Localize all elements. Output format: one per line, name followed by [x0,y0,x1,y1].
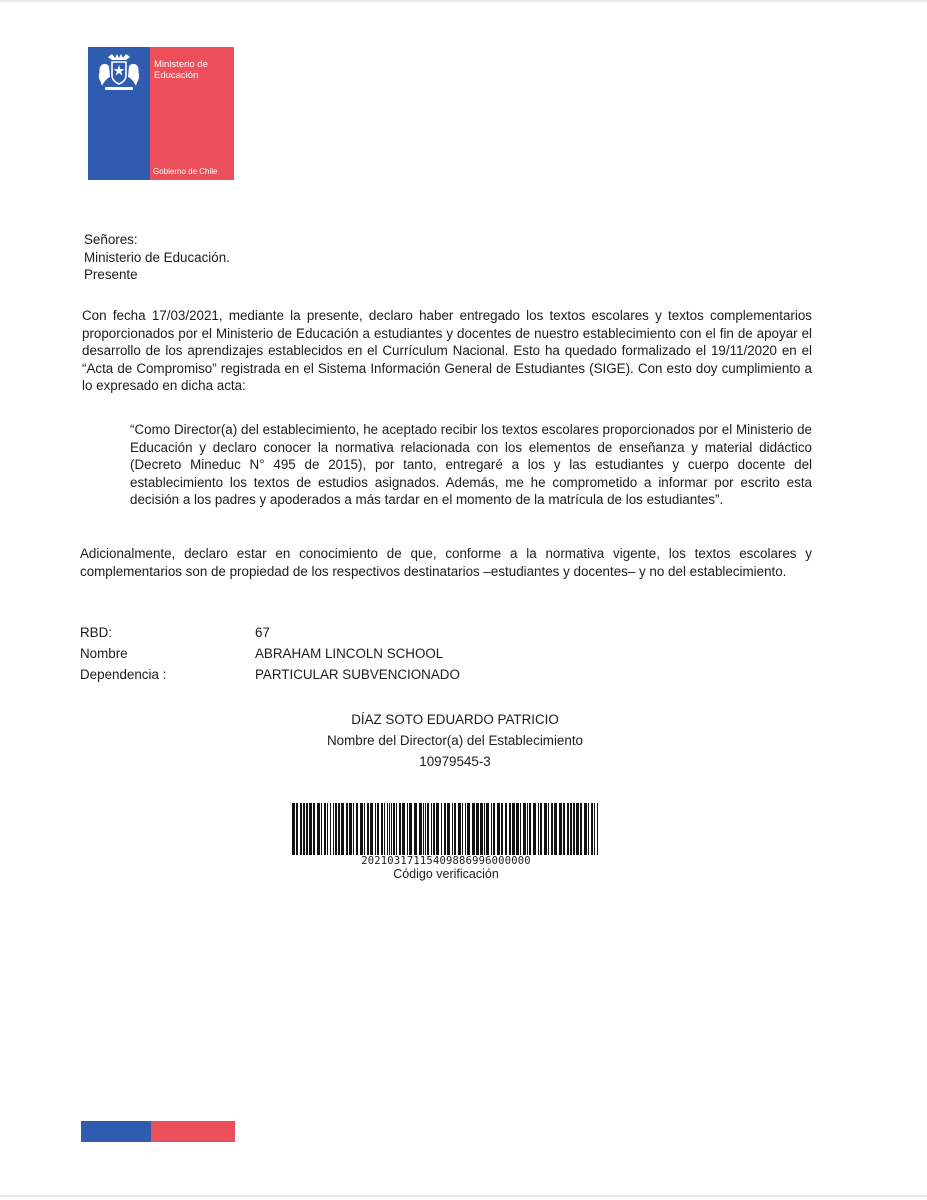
logo-red-panel [150,47,234,180]
barcode-bar [484,803,485,855]
barcode-bar [512,803,515,855]
barcode-bar [548,803,549,855]
dependencia-label: Dependencia : [80,667,167,682]
greeting-block [84,231,230,284]
barcode-bar [364,803,365,855]
barcode-bar [467,803,470,855]
barcode-bar [523,803,526,855]
info-row-nombre [80,646,443,666]
barcode-bar [349,803,352,855]
barcode-bar [544,803,547,855]
nombre-value: ABRAHAM LINCOLN SCHOOL [255,646,444,661]
footer-color-bar [81,1121,235,1142]
barcode-bar [431,803,432,855]
scan-edge-top [0,0,927,2]
barcode-bar [423,803,424,855]
barcode-bar [458,803,461,855]
nombre-label: Nombre [80,646,128,661]
barcode-bar [327,803,328,855]
barcode-bar [375,803,376,855]
barcode-bar [330,803,331,855]
dependencia-value: PARTICULAR SUBVENCIONADO [255,667,460,682]
barcode-bar [462,803,463,855]
director-quote: “Como Director(a) del establecimiento, he aceptado recibir los textos escolares proporcionados por el Ministerio de Educación y declaro conocer la normativa relacionada con los elementos de enseñanza y material didáctico (Decreto Mineduc N° 495 de 2015), por tanto, entregaré a los y las estudiantes y cuerpo docente del establecimiento los textos de estudios asignados. Además, me he comprometido a informar por escrito esta decisión a los padres y apoderados a más tardar en el momento de la matrícula de los estudiantes”. [130,422,812,507]
barcode-bar [407,803,408,855]
barcode-bar [472,803,475,855]
barcode-bar [436,803,439,855]
barcode-bar [580,803,582,855]
director-rut: 10979545-3 [419,754,491,769]
barcode-bar [465,803,466,855]
barcode-bar [387,803,388,855]
barcode-number: 20210317115409886996000000 [361,855,531,867]
barcode-bar [391,803,392,855]
barcode-bar [384,803,385,855]
barcode-bar [551,803,553,855]
barcode-bar [480,803,483,855]
barcode-bar [594,803,595,855]
logo-title [154,59,208,81]
barcode-bar [414,803,417,855]
rbd-value: 67 [255,625,270,640]
barcode-bar [419,803,422,855]
barcode-bar [389,803,390,855]
barcode-bar [576,803,579,855]
barcode-bar [476,803,479,855]
barcode-bar [486,803,489,855]
barcode-bar [427,803,429,855]
barcode-bar [493,803,495,855]
barcode-bar [303,803,305,855]
barcode-bar [533,803,536,855]
barcode-bar [454,803,456,855]
chile-coat-of-arms-icon [96,51,142,93]
barcode-bar [367,803,369,855]
barcode-bar [501,803,503,855]
barcode-bar [300,803,302,855]
barcode-bar [324,803,326,855]
info-row-dependencia [80,667,460,687]
barcode-bar [393,803,395,855]
greeting-line1: Señores: [84,232,138,247]
barcode-bar [570,803,572,855]
barcode-bar [505,803,507,855]
barcode-bar [591,803,593,855]
rbd-label: RBD: [80,625,112,640]
director-signature-block [300,709,610,772]
barcode-bar [292,803,295,855]
barcode-bar [433,803,435,855]
barcode-label: Código verificación [393,867,499,881]
barcode-bar [563,803,565,855]
barcode-bars [292,803,600,855]
barcode-bar [341,803,344,855]
barcode-bar [444,803,446,855]
logo-footer-text: Gobierno de Chile [153,167,218,176]
barcode-bar [346,803,348,855]
barcode-bar [317,803,320,855]
barcode-bar [402,803,405,855]
director-role: Nombre del Director(a) del Establecimiento [326,733,583,748]
barcode-bar [296,803,298,855]
barcode-bar [377,803,379,855]
barcode-bar [527,803,528,855]
barcode-bar [396,803,397,855]
barcode-bar [425,803,426,855]
info-row-rbd [80,625,270,645]
barcode-bar [338,803,340,855]
barcode-bar [497,803,500,855]
barcode-bar [333,803,334,855]
barcode-bar [321,803,322,855]
barcode-bar [554,803,557,855]
verification-barcode [290,803,602,882]
barcode-bar [306,803,308,855]
barcode-bar [452,803,453,855]
barcode-bar [584,803,587,855]
barcode-bar [313,803,315,855]
scan-edge-bottom [0,1195,927,1197]
barcode-bar [559,803,562,855]
barcode-bar [447,803,450,855]
barcode-bar [356,803,358,855]
barcode-bar [353,803,354,855]
footer-bar-red [151,1121,235,1142]
ministerio-logo [88,47,234,180]
barcode-bar [409,803,412,855]
barcode-bar [309,803,312,855]
barcode-bar [573,803,575,855]
barcode-bar [360,803,363,855]
barcode-bar [370,803,373,855]
barcode-bar [588,803,589,855]
footer-bar-blue [81,1121,151,1142]
barcode-bar [441,803,442,855]
barcode-bar [381,803,383,855]
barcode-bar [516,803,519,855]
barcode-bar [567,803,569,855]
declaration-paragraph: Con fecha 17/03/2021, mediante la presente, declaro haber entregado los textos escolares y textos complementarios proporcionados por el Ministerio de Educación a estudiantes y docentes de nuestro establecimiento con el fin de apoyar el desarrollo de los aprendizajes establecidos en el Currículum Nacional. Esto ha quedado formalizado el 19/11/2020 en el “Acta de Compromiso” registrada en el Sistema Información General de Estudiantes (SIGE). Con esto doy cumplimiento a lo expresado en dicha acta: [82,308,812,393]
barcode-bar [520,803,521,855]
barcode-bar [540,803,542,855]
logo-title-line2: Educación [154,70,199,81]
barcode-bar [538,803,539,855]
barcode-bar [509,803,511,855]
barcode-bar [335,803,337,855]
logo-blue-panel [88,47,150,180]
barcode-bar [597,803,598,855]
director-name: DÍAZ SOTO EDUARDO PATRICIO [351,712,559,727]
barcode-bar [399,803,401,855]
greeting-line3: Presente [84,267,138,282]
barcode-bar [529,803,531,855]
logo-title-line1: Ministerio de [154,59,208,70]
barcode-bar [491,803,492,855]
greeting-line2: Ministerio de Educación. [84,249,230,265]
ownership-paragraph: Adicionalmente, declaro estar en conocimiento de que, conforme a la normativa vigente, los textos escolares y complementarios son de propiedad de los respectivos destinatarios –estudiantes y docentes– y no del establecimiento. [80,546,812,579]
